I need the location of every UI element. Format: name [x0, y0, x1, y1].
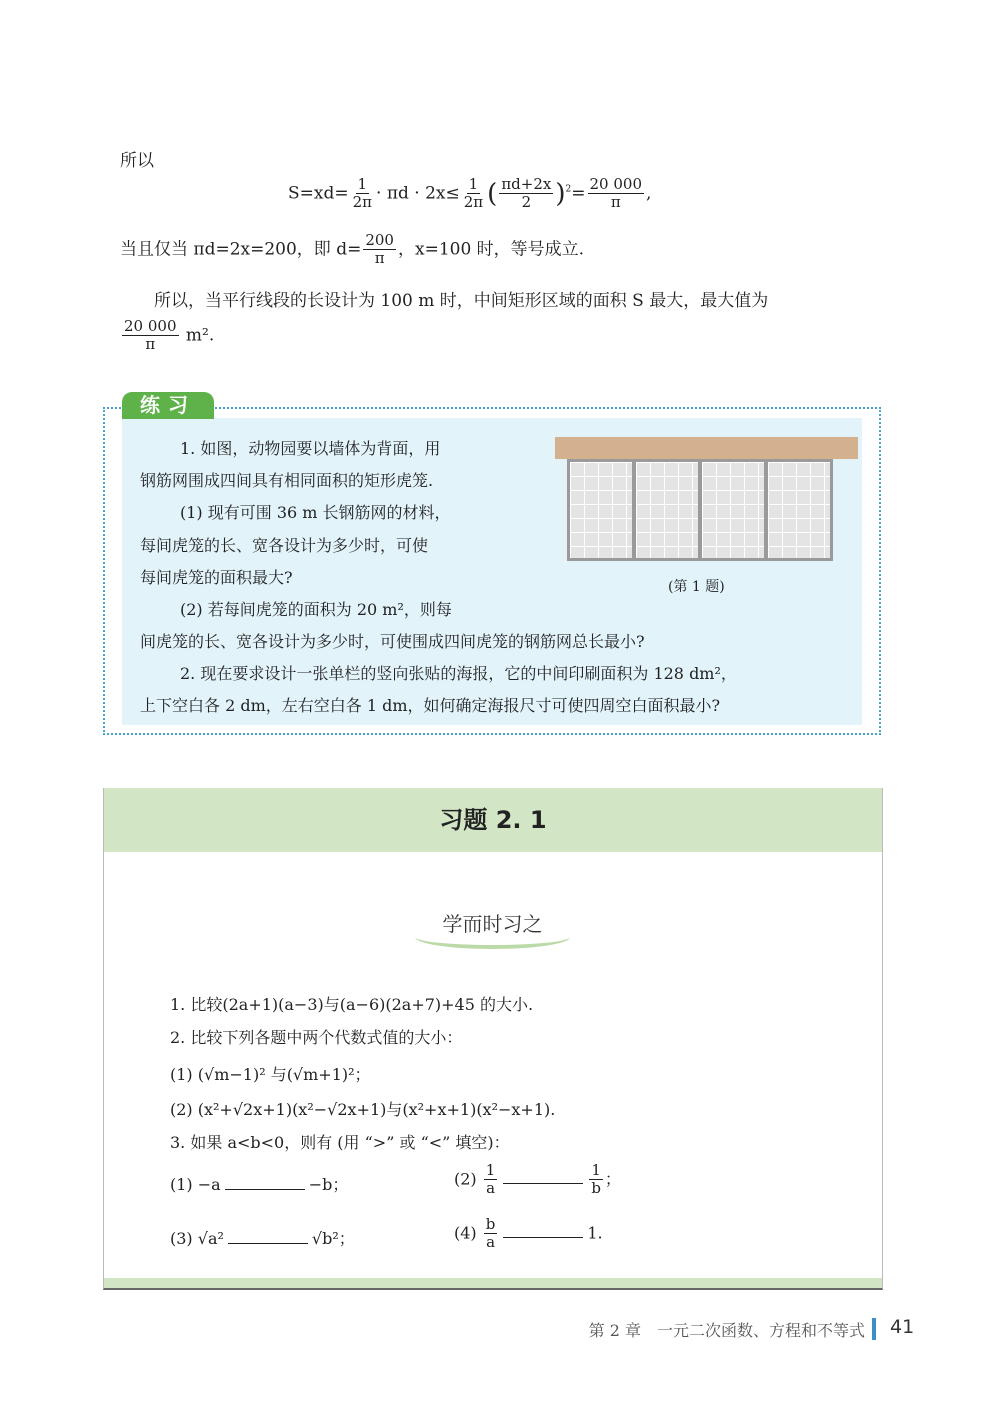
- exercise-footer-band: [104, 1278, 882, 1288]
- exercise-item: 3. 如果 a<b<0，则有 (用 “>” 或 “<” 填空)：: [170, 1133, 510, 1152]
- formula-lhs: S=xd=: [288, 183, 349, 204]
- conclusion-paragraph: 所以，当平行线段的长设计为 100 m 时，中间矩形区域的面积 S 最大，最大值为: [154, 291, 769, 311]
- q3-part1: (1) −a −b；: [170, 1175, 349, 1194]
- formula-s: S=xd= $\frac{1}{2\pi}$ · πd · 2x≤ $\frac{1}{2\pi}$ ( $\frac{\pi d+2x}{2}$ )$^2$= $\frac{20 000}{\pi}$ ,: [288, 175, 652, 212]
- practice-line: (1) 现有可围 36 m 长钢筋网的材料，: [180, 503, 451, 522]
- exercise-item: (2) (x²+√2x+1)(x²−√2x+1)与(x²+x+1)(x²−x+1).: [170, 1100, 556, 1119]
- practice-line: (2) 若每间虎笼的面积为 20 m²，则每: [180, 600, 452, 619]
- practice-tab: 练习: [122, 392, 214, 419]
- page-bar: [872, 1318, 876, 1340]
- answer-blank[interactable]: [503, 1183, 583, 1184]
- q3-part3: (3) √a² √b²；: [170, 1229, 355, 1248]
- practice-line: 间虎笼的长、宽各设计为多少时，可使围成四间虎笼的钢筋网总长最小?: [140, 632, 645, 651]
- practice-line: 上下空白各 2 dm，左右空白各 1 dm，如何确定海报尺寸可使四周空白面积最小?: [140, 696, 721, 715]
- tiger-cage-figure: [555, 437, 858, 561]
- wall: [555, 437, 858, 459]
- so-label: 所以: [120, 151, 154, 171]
- fraction: $\frac{20 000}{\pi}$: [589, 175, 642, 212]
- fraction: $\frac{1}{2\pi}$: [463, 175, 484, 212]
- cage: [699, 459, 767, 561]
- exercise-subtitle: 学而时习之: [442, 912, 543, 936]
- fraction: $\frac{1}{2\pi}$: [352, 175, 373, 212]
- q3-part4: (4) $\frac{b}{a}$ 1.: [454, 1215, 603, 1252]
- q3-part2: (2) $\frac{1}{a}$ $\frac{1}{b}$ ；: [454, 1161, 621, 1198]
- max-value: $\frac{20 000}{\pi}$ m².: [124, 317, 215, 354]
- exercise-item: 2. 比较下列各题中两个代数式值的大小：: [170, 1028, 463, 1047]
- figure-caption: (第 1 题): [668, 579, 725, 595]
- cage: [765, 459, 833, 561]
- practice-line: 2. 现在要求设计一张单栏的竖向张贴的海报，它的中间印刷面积为 128 dm²，: [180, 664, 737, 683]
- answer-blank[interactable]: [228, 1243, 308, 1244]
- formula-mid: · πd · 2x≤: [376, 183, 460, 204]
- practice-line: 每间虎笼的长、宽各设计为多少时，可使: [140, 536, 429, 555]
- practice-line: 钢筋网围成四间具有相同面积的矩形虎笼.: [140, 471, 434, 490]
- chapter-footer: 第 2 章 一元二次函数、方程和不等式: [588, 1321, 865, 1340]
- practice-line: 1. 如图，动物园要以墙体为背面，用: [180, 439, 441, 458]
- exercise-item: (1) (√m−1)² 与(√m+1)²；: [170, 1065, 371, 1084]
- cage: [633, 459, 701, 561]
- practice-line: 每间虎笼的面积最大?: [140, 568, 293, 587]
- answer-blank[interactable]: [225, 1189, 305, 1190]
- cage: [567, 459, 635, 561]
- equality-condition: 当且仅当 πd=2x=200，即 d= $\frac{200}{\pi}$ ，x=100 时，等号成立.: [120, 231, 585, 268]
- exercise-item: 1. 比较(2a+1)(a−3)与(a−6)(2a+7)+45 的大小.: [170, 995, 534, 1014]
- exercise-title: 习题 2. 1: [104, 788, 882, 852]
- page-number: 41: [890, 1316, 915, 1338]
- answer-blank[interactable]: [503, 1237, 583, 1238]
- fraction: $\frac{\pi d+2x}{2}$: [501, 175, 552, 212]
